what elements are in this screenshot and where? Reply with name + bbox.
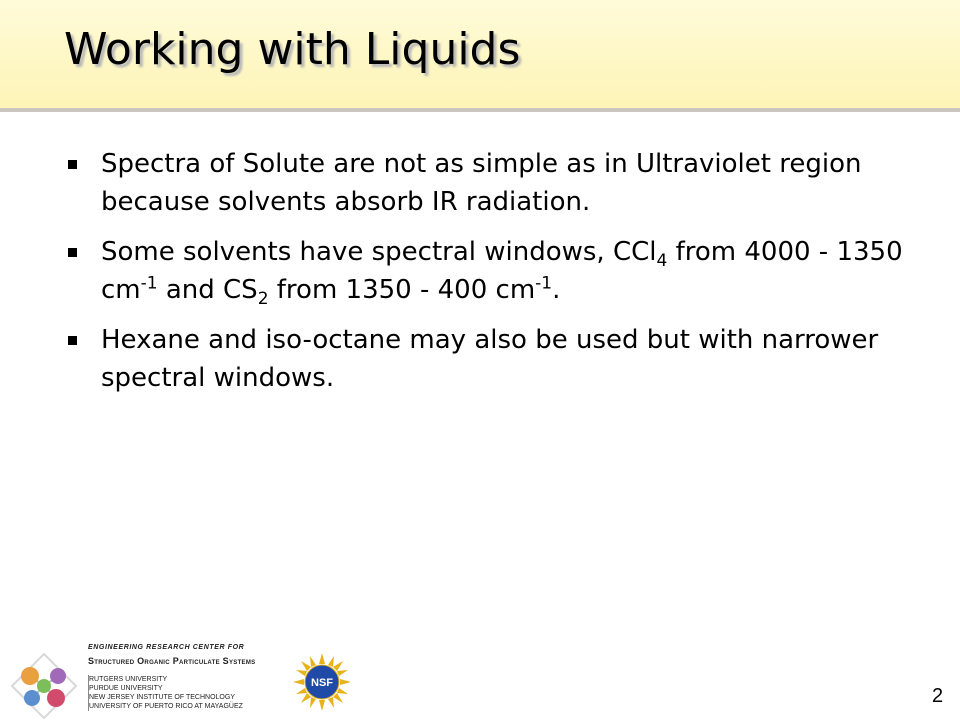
bullet-text-part: from 1350 - 400 cm bbox=[268, 275, 536, 305]
bullet-text-part: and CS bbox=[157, 275, 258, 305]
erc-center-name: Structured Organic Particulate Systems bbox=[88, 656, 256, 666]
university-item: NEW JERSEY INSTITUTE OF TECHNOLOGY bbox=[89, 694, 235, 701]
bullet-text: Spectra of Solute are not as simple as in Ultraviolet region because solvents absorb IR radiation. bbox=[101, 149, 862, 217]
erc-heading: ENGINEERING RESEARCH CENTER FOR bbox=[88, 644, 245, 651]
bullet-list bbox=[66, 145, 906, 397]
molecule-logo-icon bbox=[8, 652, 80, 720]
square-bullet-icon bbox=[68, 248, 77, 257]
slide-content bbox=[66, 145, 906, 409]
superscript: -1 bbox=[535, 273, 553, 294]
square-bullet-icon bbox=[68, 336, 77, 345]
bullet-text-part: . bbox=[552, 275, 561, 305]
slide-title: Working with Liquids bbox=[64, 24, 521, 75]
bullet-text: Hexane and iso-octane may also be used but with narrower spectral windows. bbox=[101, 325, 879, 393]
university-item: UNIVERSITY OF PUERTO RICO AT MAYAGÜEZ bbox=[89, 703, 243, 710]
subscript: 2 bbox=[257, 289, 269, 310]
erc-text-block bbox=[88, 644, 255, 711]
university-item: PURDUE UNIVERSITY bbox=[89, 685, 163, 692]
bullet-item bbox=[66, 321, 906, 397]
nsf-logo-icon bbox=[292, 652, 352, 712]
bullet-item bbox=[66, 233, 906, 309]
title-bar bbox=[0, 0, 960, 112]
page-number: 2 bbox=[932, 685, 944, 707]
bullet-text-part: from 4000 - 1350 cm bbox=[101, 237, 903, 305]
university-item: RUTGERS UNIVERSITY bbox=[89, 676, 168, 683]
university-list bbox=[88, 675, 255, 711]
subscript: 4 bbox=[656, 251, 668, 272]
nsf-label: NSF bbox=[311, 677, 333, 689]
bullet-text-part: Some solvents have spectral windows, CCl bbox=[101, 237, 657, 267]
square-bullet-icon bbox=[68, 160, 77, 169]
superscript: -1 bbox=[140, 273, 158, 294]
bullet-item bbox=[66, 145, 906, 221]
